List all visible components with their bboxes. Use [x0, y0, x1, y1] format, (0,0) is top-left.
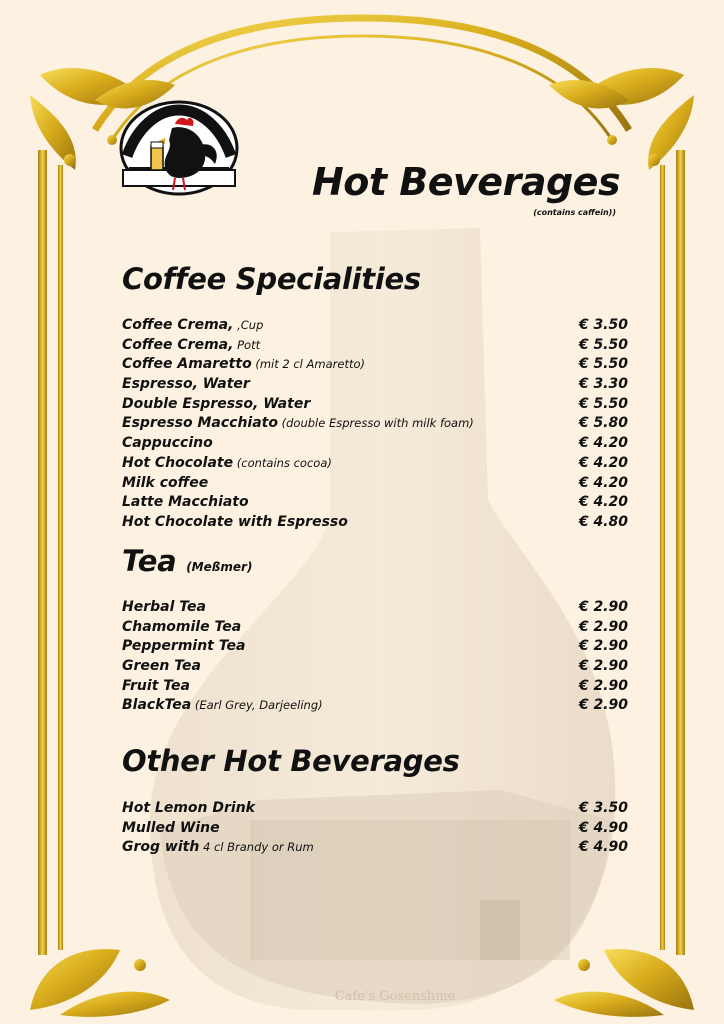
item-price: € 4.90: [578, 839, 628, 856]
item-price: € 2.90: [578, 677, 628, 694]
list-item: [122, 677, 632, 697]
section-title-tea: [122, 544, 252, 578]
item-name: Herbal Tea: [122, 599, 206, 615]
item-price: € 2.90: [578, 658, 628, 675]
watermark-text: Cafe's Gosenshme: [334, 989, 456, 1004]
list-item: [122, 414, 632, 434]
list-item: [122, 316, 632, 336]
list-item: [122, 819, 632, 839]
item-name: Espresso, Water: [122, 376, 250, 393]
item-name: Hot Chocolate with Espresso: [122, 513, 348, 530]
item-price: € 2.90: [578, 618, 628, 635]
item-price: € 4.80: [578, 513, 628, 530]
coffee-items-list: [122, 316, 632, 533]
item-name: Grog with: [122, 839, 200, 856]
item-name: Mulled Wine: [122, 819, 220, 836]
item-name: Cappuccino: [122, 435, 213, 452]
tea-items-list: [122, 598, 632, 716]
item-name: Milk coffee: [122, 474, 209, 491]
item-price: € 4.20: [578, 474, 628, 491]
list-item: [122, 434, 632, 454]
list-item: [122, 618, 632, 638]
section-title-other: [122, 744, 460, 778]
list-item: [122, 355, 632, 375]
item-name: BlackTea: [122, 697, 192, 714]
list-item: [122, 696, 632, 716]
page-subtitle: (contains caffein)): [533, 208, 616, 217]
section-coffee-title: Coffee Specialities: [122, 262, 421, 296]
section-other-title: Other Hot Beverages: [122, 744, 460, 778]
item-name: Hot Lemon Drink: [122, 800, 255, 816]
item-price: € 2.90: [578, 599, 628, 615]
item-name: Coffee Crema,: [122, 317, 234, 333]
item-name: Coffee Crema,: [122, 336, 234, 353]
list-item: [122, 838, 632, 858]
item-price: € 3.50: [578, 317, 628, 333]
other-items-list: [122, 799, 632, 858]
item-name: Chamomile Tea: [122, 618, 242, 635]
item-price: € 2.90: [578, 697, 628, 714]
list-item: [122, 454, 632, 474]
list-item: [122, 375, 632, 395]
rooster-logo: [117, 98, 241, 198]
item-price: € 5.50: [578, 336, 628, 353]
item-name: Double Espresso, Water: [122, 395, 311, 412]
list-item: [122, 474, 632, 494]
list-item: [122, 598, 632, 618]
item-price: € 3.30: [578, 376, 628, 393]
list-item: [122, 637, 632, 657]
item-detail: ,Cup: [233, 318, 264, 332]
list-item: [122, 336, 632, 356]
item-price: € 4.20: [578, 435, 628, 452]
section-title-coffee: [122, 262, 421, 296]
item-name: Latte Macchiato: [122, 494, 249, 511]
item-detail: 4 cl Brandy or Rum: [199, 840, 314, 855]
item-name: Fruit Tea: [122, 677, 190, 694]
item-detail: (mit 2 cl Amaretto): [251, 357, 365, 372]
item-price: € 4.20: [578, 454, 628, 471]
list-item: [122, 493, 632, 513]
item-price: € 4.20: [578, 494, 628, 511]
item-price: € 4.90: [578, 819, 628, 836]
item-name: Coffee Amaretto: [122, 356, 252, 373]
item-price: € 5.80: [578, 415, 628, 432]
section-tea-note: (Meßmer): [186, 560, 253, 574]
page-title: Hot Beverages: [312, 160, 621, 204]
item-detail: (Earl Grey, Darjeeling): [191, 698, 323, 713]
item-name: Hot Chocolate: [122, 454, 234, 471]
item-price: € 3.50: [578, 800, 628, 816]
list-item: [122, 657, 632, 677]
item-name: Green Tea: [122, 658, 201, 675]
item-name: Espresso Macchiato: [122, 415, 278, 432]
list-item: [122, 799, 632, 819]
list-item: [122, 513, 632, 533]
item-price: € 2.90: [578, 638, 628, 655]
item-name: Peppermint Tea: [122, 638, 246, 655]
item-detail: (contains cocoa): [233, 455, 332, 470]
item-detail: (double Espresso with milk foam): [277, 416, 474, 431]
item-price: € 5.50: [578, 356, 628, 373]
item-price: € 5.50: [578, 395, 628, 412]
list-item: [122, 395, 632, 415]
section-tea-title: Tea: [122, 544, 177, 578]
item-detail: Pott: [233, 337, 261, 352]
